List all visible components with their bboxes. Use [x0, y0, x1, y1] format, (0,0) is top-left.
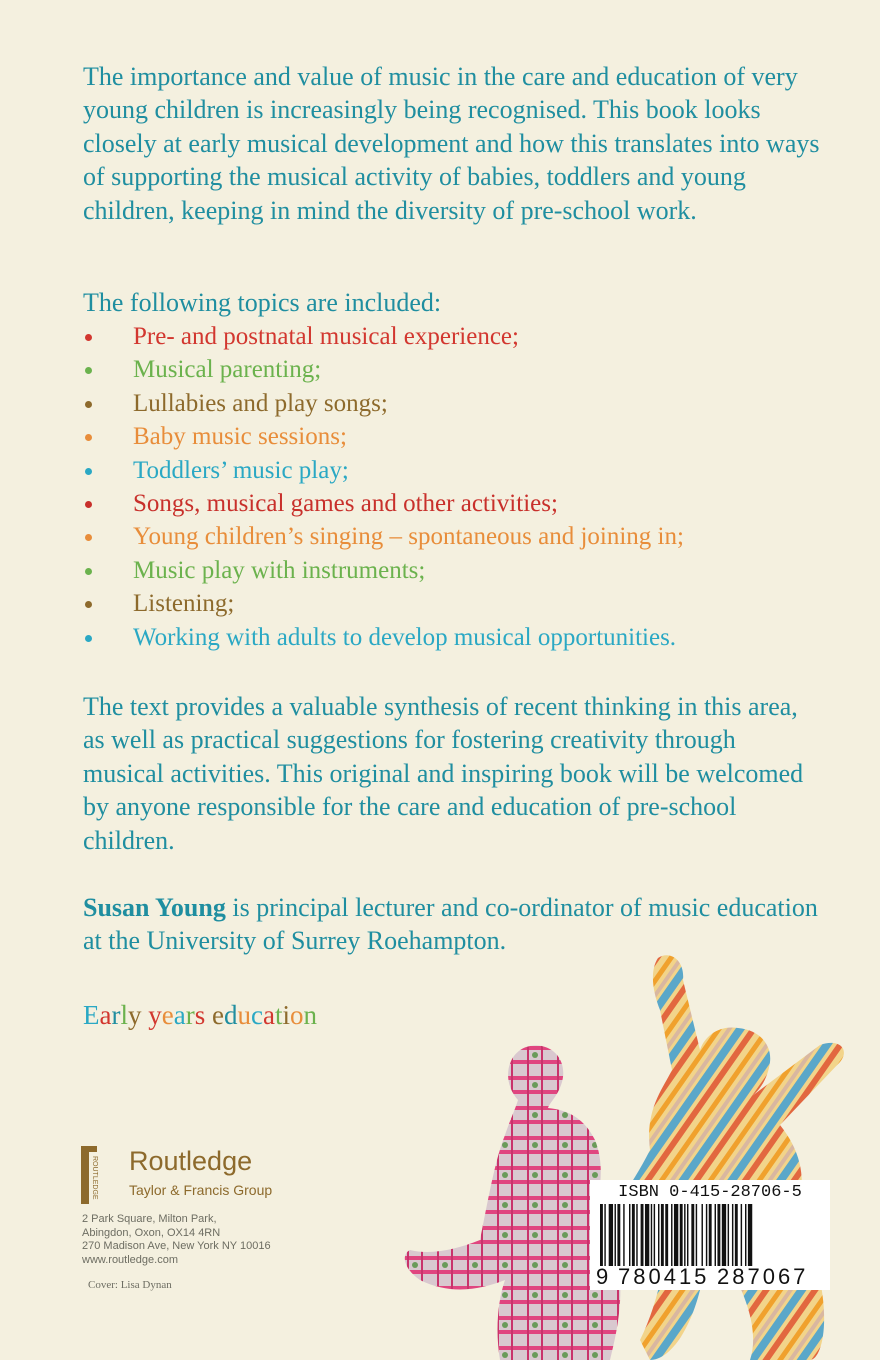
- address-line: 2 Park Square, Milton Park,: [82, 1213, 217, 1225]
- topic-item: [83, 454, 684, 487]
- topic-item: [83, 353, 684, 386]
- barcode-bar: [651, 1204, 652, 1266]
- barcode-bar: [654, 1204, 655, 1266]
- category-label: [83, 1000, 317, 1031]
- category-letter: c: [250, 1000, 263, 1030]
- barcode-bar: [600, 1204, 603, 1266]
- barcode-bar: [661, 1204, 664, 1266]
- barcode-bar: [715, 1204, 716, 1266]
- barcode-bar: [615, 1204, 616, 1266]
- barcode-bar: [735, 1204, 738, 1266]
- topics-list: [83, 320, 684, 654]
- description-paragraph-1: The importance and value of music in the care and education of very young children is increasingly being recognised. This book looks closely at early musical development and how this translates into ways of supporting the musical activity of babies, toddlers and young children, keeping in mind the diversity of pre-school work.: [83, 62, 820, 225]
- barcode-bar: [684, 1204, 685, 1266]
- category-letter: n: [303, 1000, 317, 1030]
- barcode-bar: [687, 1204, 688, 1266]
- barcode-bar: [680, 1204, 683, 1266]
- barcode-bar: [706, 1204, 707, 1266]
- author-name: Susan Young: [83, 893, 226, 922]
- topic-text: Musical parenting;: [133, 356, 322, 384]
- address-line: Abingdon, Oxon, OX14 4RN: [82, 1226, 221, 1239]
- publisher-group: Taylor & Francis Group: [129, 1182, 273, 1198]
- address-line: 270 Madison Ave, New York NY 10016: [82, 1240, 271, 1252]
- category-letter: l: [120, 1000, 128, 1030]
- category-letter: [205, 1000, 212, 1030]
- address-line: www.routledge.com: [82, 1253, 178, 1266]
- barcode-bar: [658, 1204, 659, 1266]
- category-letter: o: [289, 1000, 304, 1030]
- barcode-bar: [696, 1204, 697, 1266]
- barcode-bar: [674, 1204, 678, 1266]
- barcode-bar: [691, 1204, 694, 1266]
- topic-item: [83, 520, 684, 553]
- barcode-bar: [732, 1204, 733, 1266]
- barcode-bar: [617, 1204, 620, 1266]
- barcode-bar: [632, 1204, 635, 1266]
- barcode-bar: [671, 1204, 672, 1266]
- barcode-bar: [728, 1204, 729, 1266]
- barcode-bar: [623, 1204, 624, 1266]
- barcode-bar: [645, 1204, 649, 1266]
- category-letter: e: [161, 1000, 174, 1030]
- topic-item: [83, 487, 684, 520]
- author-bio: [83, 891, 823, 958]
- ean-first-digit: 9: [596, 1264, 609, 1289]
- ean-right-group: 287067: [717, 1264, 809, 1289]
- barcode-bar: [629, 1204, 630, 1266]
- barcode-bar: [748, 1204, 752, 1266]
- category-letter: y: [148, 1000, 162, 1030]
- topic-item: [83, 387, 684, 420]
- barcode-bar: [665, 1204, 668, 1266]
- description-paragraph-2: The text provides a valuable synthesis of recent thinking in this area, as well as practical suggestions for fostering creativity through musical activities. This original and inspiring book will be welcomed by anyone responsible for the care and education of pre-school children.: [83, 692, 804, 855]
- barcode-bars: [598, 1204, 822, 1272]
- cover-credit: Cover: Lisa Dynan: [88, 1279, 172, 1291]
- barcode-bar: [609, 1204, 613, 1266]
- topic-text: Working with adults to develop musical opportunities.: [133, 623, 677, 651]
- bullet-icon: [85, 501, 92, 508]
- bullet-icon: [85, 468, 92, 475]
- topic-item: [83, 320, 684, 353]
- bullet-icon: [85, 568, 92, 575]
- category-letter: a: [173, 1000, 186, 1030]
- topic-text: Music play with instruments;: [133, 556, 426, 584]
- category-letter: i: [282, 1000, 290, 1030]
- topic-text: Lullabies and play songs;: [133, 389, 388, 417]
- bullet-icon: [85, 635, 92, 642]
- logo-vertical-text: ROUTLEDGE: [91, 1156, 98, 1200]
- category-letter: r: [111, 1000, 121, 1030]
- topics-heading: The following topics are included:: [83, 288, 442, 317]
- routledge-logo-icon: [81, 1146, 121, 1204]
- author-bio-text: is principal lecturer and co-ordinator of music education at the University of Surrey Roehampton.: [83, 893, 818, 956]
- topic-text: Pre- and postnatal musical experience;: [133, 323, 519, 350]
- topic-text: Toddlers’ music play;: [133, 456, 349, 484]
- bullet-icon: [85, 334, 92, 341]
- topic-item: [83, 587, 684, 620]
- ean-left-group: 780415: [618, 1264, 710, 1289]
- topic-item: [83, 621, 684, 654]
- barcode-bar: [741, 1204, 742, 1266]
- category-letter: a: [99, 1000, 112, 1030]
- barcode-bar: [636, 1204, 637, 1266]
- category-letter: E: [83, 1000, 100, 1030]
- publisher-address: [82, 1213, 271, 1267]
- barcode-bar: [604, 1204, 605, 1266]
- category-letter: y: [128, 1000, 142, 1030]
- bullet-icon: [85, 534, 92, 541]
- bullet-icon: [85, 434, 92, 441]
- topic-text: Songs, musical games and other activities;: [133, 490, 558, 518]
- topic-text: Young children’s singing – spontaneous and joining in;: [133, 523, 684, 551]
- category-letter: t: [274, 1000, 283, 1030]
- category-letter: d: [223, 1000, 238, 1030]
- bullet-icon: [85, 401, 92, 408]
- bullet-icon: [85, 601, 92, 608]
- category-letter: u: [237, 1000, 251, 1030]
- topic-item: [83, 554, 684, 587]
- bullet-icon: [85, 367, 92, 374]
- barcode-bar: [709, 1204, 712, 1266]
- category-letter: e: [211, 1000, 224, 1030]
- isbn-text: ISBN 0-415-28706-5: [618, 1183, 802, 1202]
- barcode-bar: [702, 1204, 703, 1266]
- category-letter: r: [185, 1000, 195, 1030]
- topic-item: [83, 420, 684, 453]
- category-letter: s: [194, 1000, 206, 1030]
- topic-text: Baby music sessions;: [133, 423, 347, 451]
- barcode-bar: [722, 1204, 726, 1266]
- barcode-bar: [717, 1204, 720, 1266]
- category-letter: a: [262, 1000, 275, 1030]
- barcode-bar: [641, 1204, 644, 1266]
- publisher-block: [81, 1146, 381, 1206]
- embroidered-cutout-figure: [405, 1045, 621, 1360]
- paper-cutout-children-illustration: [400, 950, 880, 1360]
- topic-text: Listening;: [133, 590, 235, 618]
- publisher-name: Routledge: [129, 1146, 253, 1176]
- isbn-barcode: [590, 1180, 830, 1290]
- barcode-bar: [745, 1204, 746, 1266]
